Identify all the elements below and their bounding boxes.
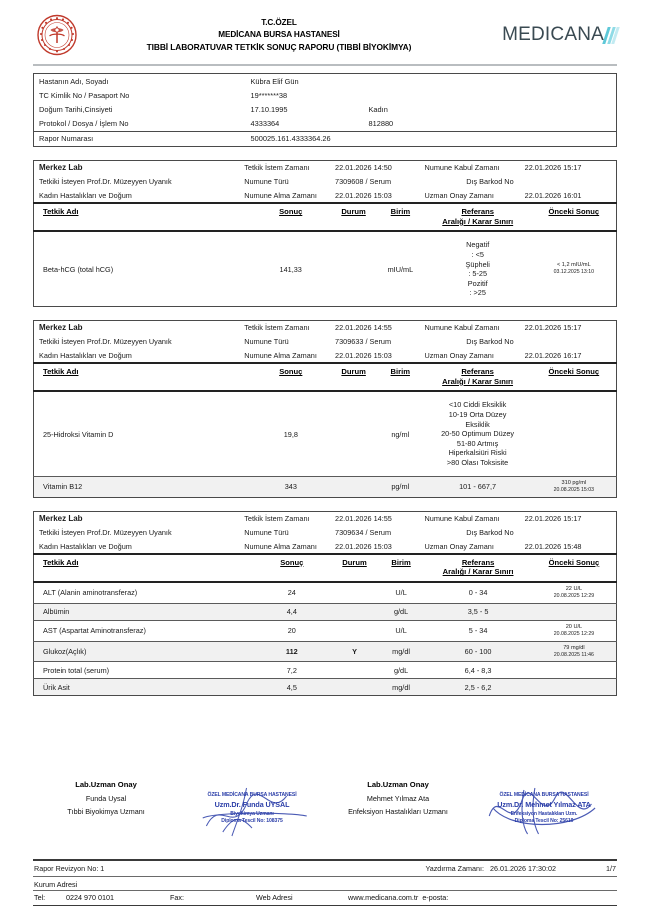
signature-name-1: Funda Uysal: [85, 794, 127, 804]
footer-web-value[interactable]: www.medicana.com.tr: [348, 892, 419, 902]
meta-value-ext-barcode: [520, 525, 617, 539]
meta-row-2: [34, 175, 617, 189]
reference-line: Hiperkalsiüri Riski: [448, 448, 507, 458]
meta-label-sample-type: Numune Türü: [244, 177, 289, 187]
reference-line: 60 - 100: [464, 646, 492, 656]
patient-value-report-number: 500025.161.4333364.26: [246, 131, 617, 146]
meta-row-2: [34, 525, 617, 539]
test-previous-result: [532, 476, 617, 497]
meta-row-1: [34, 321, 617, 335]
table-row: [34, 620, 617, 641]
stamp-line3-1: Biyokimya Uzmanı: [230, 810, 274, 817]
col-header-status: Durum: [341, 367, 366, 377]
meta-value-approve-time: 22.01.2026 16:17: [524, 350, 582, 360]
reference-line: : 5-25: [468, 269, 488, 279]
previous-result-date: 20.08.2025 12:29: [553, 593, 595, 600]
previous-result-value: 20 U/L: [565, 623, 583, 630]
meta-label-accept-time: Numune Kabul Zamanı: [424, 323, 500, 333]
hospital-title-block: [81, 17, 477, 53]
meta-label-collect-time: Numune Alma Zamanı: [244, 190, 317, 200]
test-name: Glukoz(Açlık): [43, 647, 87, 656]
test-status-flag: [330, 391, 377, 476]
meta-label-approve-time: Uzman Onay Zamanı: [424, 190, 494, 200]
signature-title-2: Lab.Uzman Onay: [367, 780, 429, 789]
test-reference-range: [424, 620, 532, 641]
test-name: Vitamin B12: [43, 482, 83, 492]
reference-line: >80 Olası Toksisite: [446, 458, 509, 468]
col-header-previous: Önceki Sonuç: [548, 207, 600, 217]
meta-label-sample-type: Numune Türü: [244, 337, 289, 347]
test-previous-result: [532, 679, 617, 696]
results-header-row: [34, 203, 617, 231]
previous-result-value: 22 U/L: [565, 586, 583, 593]
report-footer: [33, 859, 617, 906]
footer-row-revision: [33, 861, 617, 876]
department: Kadın Hastalıkları ve Doğum: [39, 350, 132, 360]
patient-label-tc: TC Kimlik No / Pasaport No: [39, 90, 130, 100]
col-header-reference: [424, 203, 532, 231]
meta-row-3: [34, 539, 617, 553]
reference-line: 5 - 34: [468, 625, 488, 635]
test-unit: pg/ml: [391, 482, 410, 492]
patient-label-report-number: Rapor Numarası: [34, 131, 246, 146]
signature-area: [33, 778, 617, 840]
test-name: Beta-hCG (total hCG): [43, 264, 114, 274]
col-header-test-name: Tetkik Adı: [43, 207, 79, 217]
meta-value-accept-time: 22.01.2026 15:17: [524, 323, 582, 333]
col-header-reference-line2: Aralığı / Karar Sınırı: [442, 376, 514, 386]
test-previous-result: [532, 391, 617, 476]
department: Kadın Hastalıkları ve Doğum: [39, 190, 132, 200]
table-row: [34, 391, 617, 476]
medicana-slash-icon: [602, 27, 620, 44]
footer-page-number: 1/7: [606, 863, 616, 873]
stamp-line2-1: Uzm.Dr. Fundа UYSAL: [214, 799, 290, 809]
reference-line: Negatif: [466, 240, 490, 250]
patient-row-tc: [34, 88, 617, 102]
patient-value-protocol: 4333364: [250, 119, 280, 129]
meta-value-collect-time: 22.01.2026 15:03: [335, 190, 392, 200]
patient-info-table: [33, 73, 617, 147]
test-status-flag: Y: [352, 647, 357, 656]
meta-value-request-time: 22.01.2026 14:50: [335, 163, 392, 173]
test-result: 24: [287, 588, 296, 598]
lab-section: [33, 160, 617, 307]
report-header: [33, 0, 617, 62]
meta-value-collect-time: 22.01.2026 15:03: [335, 541, 392, 551]
meta-value-accept-time: 22.01.2026 15:17: [524, 163, 582, 173]
footer-print: [425, 864, 582, 873]
medicana-logo: [477, 24, 617, 46]
meta-label-accept-time: Numune Kabul Zamanı: [424, 163, 500, 173]
test-result: 19,8: [283, 429, 298, 439]
meta-value-sample-type: 7309634 / Serum: [335, 527, 392, 537]
test-unit: mg/dl: [392, 647, 410, 656]
reference-line: Eksiklik: [465, 419, 490, 429]
test-status-flag: [330, 231, 377, 306]
signature-title-1: Lab.Uzman Onay: [75, 780, 137, 789]
footer-email-label: e-posta:: [422, 892, 449, 902]
test-unit: U/L: [395, 588, 407, 598]
test-reference-range: [424, 231, 532, 306]
meta-value-sample-type: 7309633 / Serum: [335, 337, 392, 347]
test-reference-range: [423, 476, 531, 497]
test-result: 4,4: [286, 607, 297, 617]
patient-value-gender: Kadın: [368, 104, 388, 114]
lab-section-meta: [33, 511, 617, 553]
test-previous-result: [532, 582, 617, 603]
previous-result-value: < 1,2 mIU/mL: [556, 262, 591, 269]
patient-value-tc-extra: [364, 88, 617, 102]
meta-label-collect-time: Numune Alma Zamanı: [244, 350, 317, 360]
col-header-previous: Önceki Sonuç: [548, 557, 600, 567]
test-reference-range: [424, 662, 532, 679]
signature-role-2: Enfeksiyon Hastalıkları Uzmanı: [348, 807, 448, 817]
meta-row-1: [34, 511, 617, 525]
footer-print-label: Yazdırma Zamanı:: [425, 863, 485, 873]
col-header-reference-line2: Aralığı / Karar Sınırı: [442, 216, 514, 226]
reference-line: 10-19 Orta Düzey: [448, 409, 507, 419]
meta-label-request-time: Tetkik İstem Zamanı: [244, 513, 310, 523]
test-reference-range: [423, 391, 531, 476]
meta-label-collect-time: Numune Alma Zamanı: [244, 541, 317, 551]
col-header-test-name: Tetkik Adı: [43, 557, 79, 567]
official-stamp-2: [471, 778, 617, 840]
col-header-reference: [424, 554, 532, 582]
test-status-flag: [331, 603, 378, 620]
test-name: ALT (Alanin aminotransferaz): [43, 588, 138, 598]
col-header-result: Sonuç: [279, 367, 303, 377]
test-status-flag: [331, 620, 378, 641]
test-previous-result: [532, 641, 617, 662]
col-header-previous: Önceki Sonuç: [548, 367, 600, 377]
header-line-3: TIBBİ LABORATUVAR TETKİK SONUÇ RAPORU (TIBBİ BİYOKİMYA): [146, 41, 412, 52]
reference-line: 51-80 Artmış: [456, 438, 499, 448]
previous-result-date: 03.12.2025 13:10: [553, 269, 595, 276]
patient-value-name: Kübra Elif Gün: [250, 76, 299, 86]
lab-section-meta: [33, 160, 617, 202]
footer-tel-label: Tel:: [34, 892, 46, 902]
medicana-wordmark: MEDICANA: [502, 24, 604, 45]
test-unit: ng/ml: [391, 429, 410, 439]
reference-line: 0 - 34: [468, 587, 488, 597]
turkish-health-ministry-emblem-icon: [33, 14, 81, 56]
test-unit: mIU/mL: [387, 264, 414, 274]
reference-line: 101 - 667,7: [459, 481, 497, 491]
meta-value-sample-type: 7309608 / Serum: [335, 177, 392, 187]
reference-line: : <5: [471, 249, 484, 259]
lab-name: Merkez Lab: [39, 513, 83, 523]
test-name: Albümin: [43, 607, 70, 617]
test-unit: U/L: [395, 626, 407, 636]
stamp-text-2: [471, 778, 617, 840]
meta-row-1: [34, 160, 617, 174]
reference-line: <10 Ciddi Eksiklik: [448, 400, 507, 410]
stamp-line4-1: Diploma Tescil No: 108375: [221, 818, 283, 825]
test-reference-range: [424, 679, 532, 696]
test-result: 4,5: [286, 682, 297, 692]
patient-value-islem: 812880: [368, 119, 394, 129]
test-reference-range: [424, 641, 532, 662]
signature-role-1: Tıbbi Biyokimya Uzmanı: [67, 807, 145, 817]
meta-label-ext-barcode: Dış Barkod No: [466, 177, 514, 187]
col-header-status: Durum: [341, 207, 366, 217]
stamp-line2-2: Uzm.Dr. Mehmet Yılmaz ATA: [497, 799, 591, 809]
results-table: [33, 362, 617, 497]
meta-row-3: [34, 349, 617, 363]
reference-line: 2,5 - 6,2: [464, 682, 492, 692]
test-result: 141,33: [279, 264, 302, 274]
stamp-line3-2: Enfeksiyon Hastalıkları Uzm.: [510, 810, 578, 817]
footer-tel-value: 0224 970 0101: [66, 892, 114, 902]
results-header-row: [34, 363, 617, 391]
patient-row-protocol: [34, 117, 617, 132]
signature-block-1: [33, 778, 179, 840]
table-row: [34, 476, 617, 497]
meta-label-approve-time: Uzman Onay Zamanı: [424, 350, 494, 360]
footer-fax-label: Fax:: [170, 892, 184, 902]
test-unit: mg/dl: [392, 682, 410, 692]
test-previous-result: [532, 231, 617, 306]
test-status-flag: [331, 662, 378, 679]
meta-value-approve-time: 22.01.2026 15:48: [524, 541, 582, 551]
col-header-test-name: Tetkik Adı: [43, 367, 79, 377]
meta-row-2: [34, 335, 617, 349]
patient-label-birth: Doğum Tarihi,Cinsiyeti: [39, 104, 113, 114]
test-name: Ürik Asit: [43, 682, 70, 692]
test-result: 7,2: [286, 665, 297, 675]
footer-revision: Rapor Revizyon No: 1: [34, 863, 105, 873]
previous-result-date: 20.08.2025 12:29: [553, 630, 595, 637]
col-header-reference-line1: Referans: [461, 557, 495, 567]
test-result: 20: [287, 626, 296, 636]
meta-label-request-time: Tetkik İstem Zamanı: [244, 323, 310, 333]
patient-value-tc: 19*******38: [250, 90, 288, 100]
results-header-row: [34, 554, 617, 582]
col-header-unit: Birim: [390, 367, 410, 377]
reference-line: Pozitif: [467, 278, 488, 288]
reference-line: 6,4 - 8,3: [464, 665, 492, 675]
col-header-status: Durum: [342, 557, 367, 567]
test-previous-result: [532, 620, 617, 641]
meta-label-sample-type: Numune Türü: [244, 527, 289, 537]
col-header-reference: [423, 363, 531, 391]
requesting-doctor: Tetkiki İsteyen Prof.Dr. Müzeyyen Uyanık: [39, 177, 172, 187]
lab-name: Merkez Lab: [39, 163, 83, 173]
header-line-2: MEDİCANA BURSA HASTANESİ: [218, 29, 340, 39]
previous-result-date: 20.08.2025 15:03: [553, 486, 595, 493]
patient-row-report-number: [34, 131, 617, 146]
reference-line: 3,5 - 5: [467, 606, 489, 616]
col-header-reference-line1: Referans: [461, 367, 494, 377]
previous-result-date: 20.08.2025 11:46: [553, 651, 594, 658]
footer-contact-row: [33, 891, 617, 905]
header-divider: [33, 64, 617, 66]
patient-row-birth: [34, 102, 617, 116]
patient-value-birthdate: 17.10.1995: [250, 104, 288, 114]
footer-address: [33, 877, 617, 890]
test-previous-result: [532, 603, 617, 620]
previous-result-value: 79 mg/dl: [563, 644, 585, 651]
patient-label-name: Hastanın Adı, Soyadı: [39, 76, 109, 86]
lab-sections: [33, 160, 617, 697]
col-header-result: Sonuç: [280, 557, 304, 567]
test-status-flag: [331, 582, 378, 603]
results-table: [33, 553, 617, 697]
table-row: [34, 662, 617, 679]
patient-row-name: [34, 74, 617, 89]
reference-line: 20-50 Optimum Düzey: [441, 429, 515, 439]
table-row: [34, 231, 617, 306]
meta-value-ext-barcode: [520, 335, 617, 349]
test-status-flag: [330, 476, 377, 497]
meta-label-ext-barcode: Dış Barkod No: [466, 337, 514, 347]
col-header-reference-line2: Aralığı / Karar Sınırı: [442, 567, 514, 577]
requesting-doctor: Tetkiki İsteyen Prof.Dr. Müzeyyen Uyanık: [39, 527, 172, 537]
col-header-reference-line1: Referans: [461, 207, 494, 217]
reference-line: : >25: [469, 288, 486, 298]
test-reference-range: [424, 603, 532, 620]
lab-section: [33, 511, 617, 697]
col-header-unit: Birim: [391, 557, 411, 567]
requesting-doctor: Tetkiki İsteyen Prof.Dr. Müzeyyen Uyanık: [39, 337, 172, 347]
col-header-unit: Birim: [390, 207, 411, 217]
stamp-line4-2: Diploma Tescil No: 25619: [514, 818, 574, 825]
header-line-1: T.C.ÖZEL: [261, 18, 297, 28]
test-unit: g/dL: [393, 665, 409, 675]
patient-value-name-extra: [364, 74, 617, 89]
previous-result-value: 310 pg/ml: [561, 479, 587, 486]
lab-section: [33, 320, 617, 498]
meta-label-accept-time: Numune Kabul Zamanı: [424, 513, 500, 523]
test-unit: g/dL: [393, 607, 409, 617]
lab-name: Merkez Lab: [39, 323, 83, 333]
table-row: [34, 582, 617, 603]
results-table: [33, 202, 617, 307]
table-row: [34, 679, 617, 696]
test-previous-result: [532, 662, 617, 679]
test-name: 25-Hidroksi Vitamin D: [43, 429, 114, 439]
test-name: AST (Aspartat Aminotransferaz): [43, 626, 146, 636]
lab-section-meta: [33, 320, 617, 362]
meta-label-ext-barcode: Dış Barkod No: [466, 527, 514, 537]
meta-label-approve-time: Uzman Onay Zamanı: [424, 541, 494, 551]
meta-label-request-time: Tetkik İstem Zamanı: [244, 163, 310, 173]
department: Kadın Hastalıkları ve Doğum: [39, 541, 132, 551]
meta-value-request-time: 22.01.2026 14:55: [335, 323, 392, 333]
patient-label-protocol: Protokol / Dosya / İşlem No: [39, 119, 129, 129]
footer-address-label: Kurum Adresi: [34, 879, 78, 889]
test-reference-range: [424, 582, 532, 603]
table-row: [34, 603, 617, 620]
stamp-line1-1: ÖZEL MEDİCANA BURSA HASTANESİ: [207, 792, 297, 799]
reference-line: Şüpheli: [465, 259, 490, 269]
col-header-result: Sonuç: [279, 207, 303, 217]
footer-print-time: 26.01.2026 17:30:02: [490, 863, 556, 873]
stamp-line1-2: ÖZEL MEDİCANA BURSA HASTANESİ: [499, 792, 589, 799]
signature-block-2: [325, 778, 471, 840]
stamp-text-1: [179, 778, 325, 840]
signature-name-2: Mehmet Yılmaz Ata: [366, 794, 430, 804]
test-name: Protein total (serum): [43, 665, 110, 675]
meta-value-request-time: 22.01.2026 14:55: [335, 513, 392, 523]
meta-value-approve-time: 22.01.2026 16:01: [524, 190, 582, 200]
footer-web-label: Web Adresi: [256, 892, 293, 902]
table-row: [34, 641, 617, 662]
footer-divider-bottom: [33, 905, 617, 907]
meta-row-3: [34, 189, 617, 203]
meta-value-ext-barcode: [520, 175, 617, 189]
test-result: 112: [285, 647, 298, 656]
test-status-flag: [331, 679, 378, 696]
official-stamp-1: [179, 778, 325, 840]
meta-value-accept-time: 22.01.2026 15:17: [524, 513, 582, 523]
test-result: 343: [284, 482, 297, 492]
meta-value-collect-time: 22.01.2026 15:03: [335, 350, 392, 360]
